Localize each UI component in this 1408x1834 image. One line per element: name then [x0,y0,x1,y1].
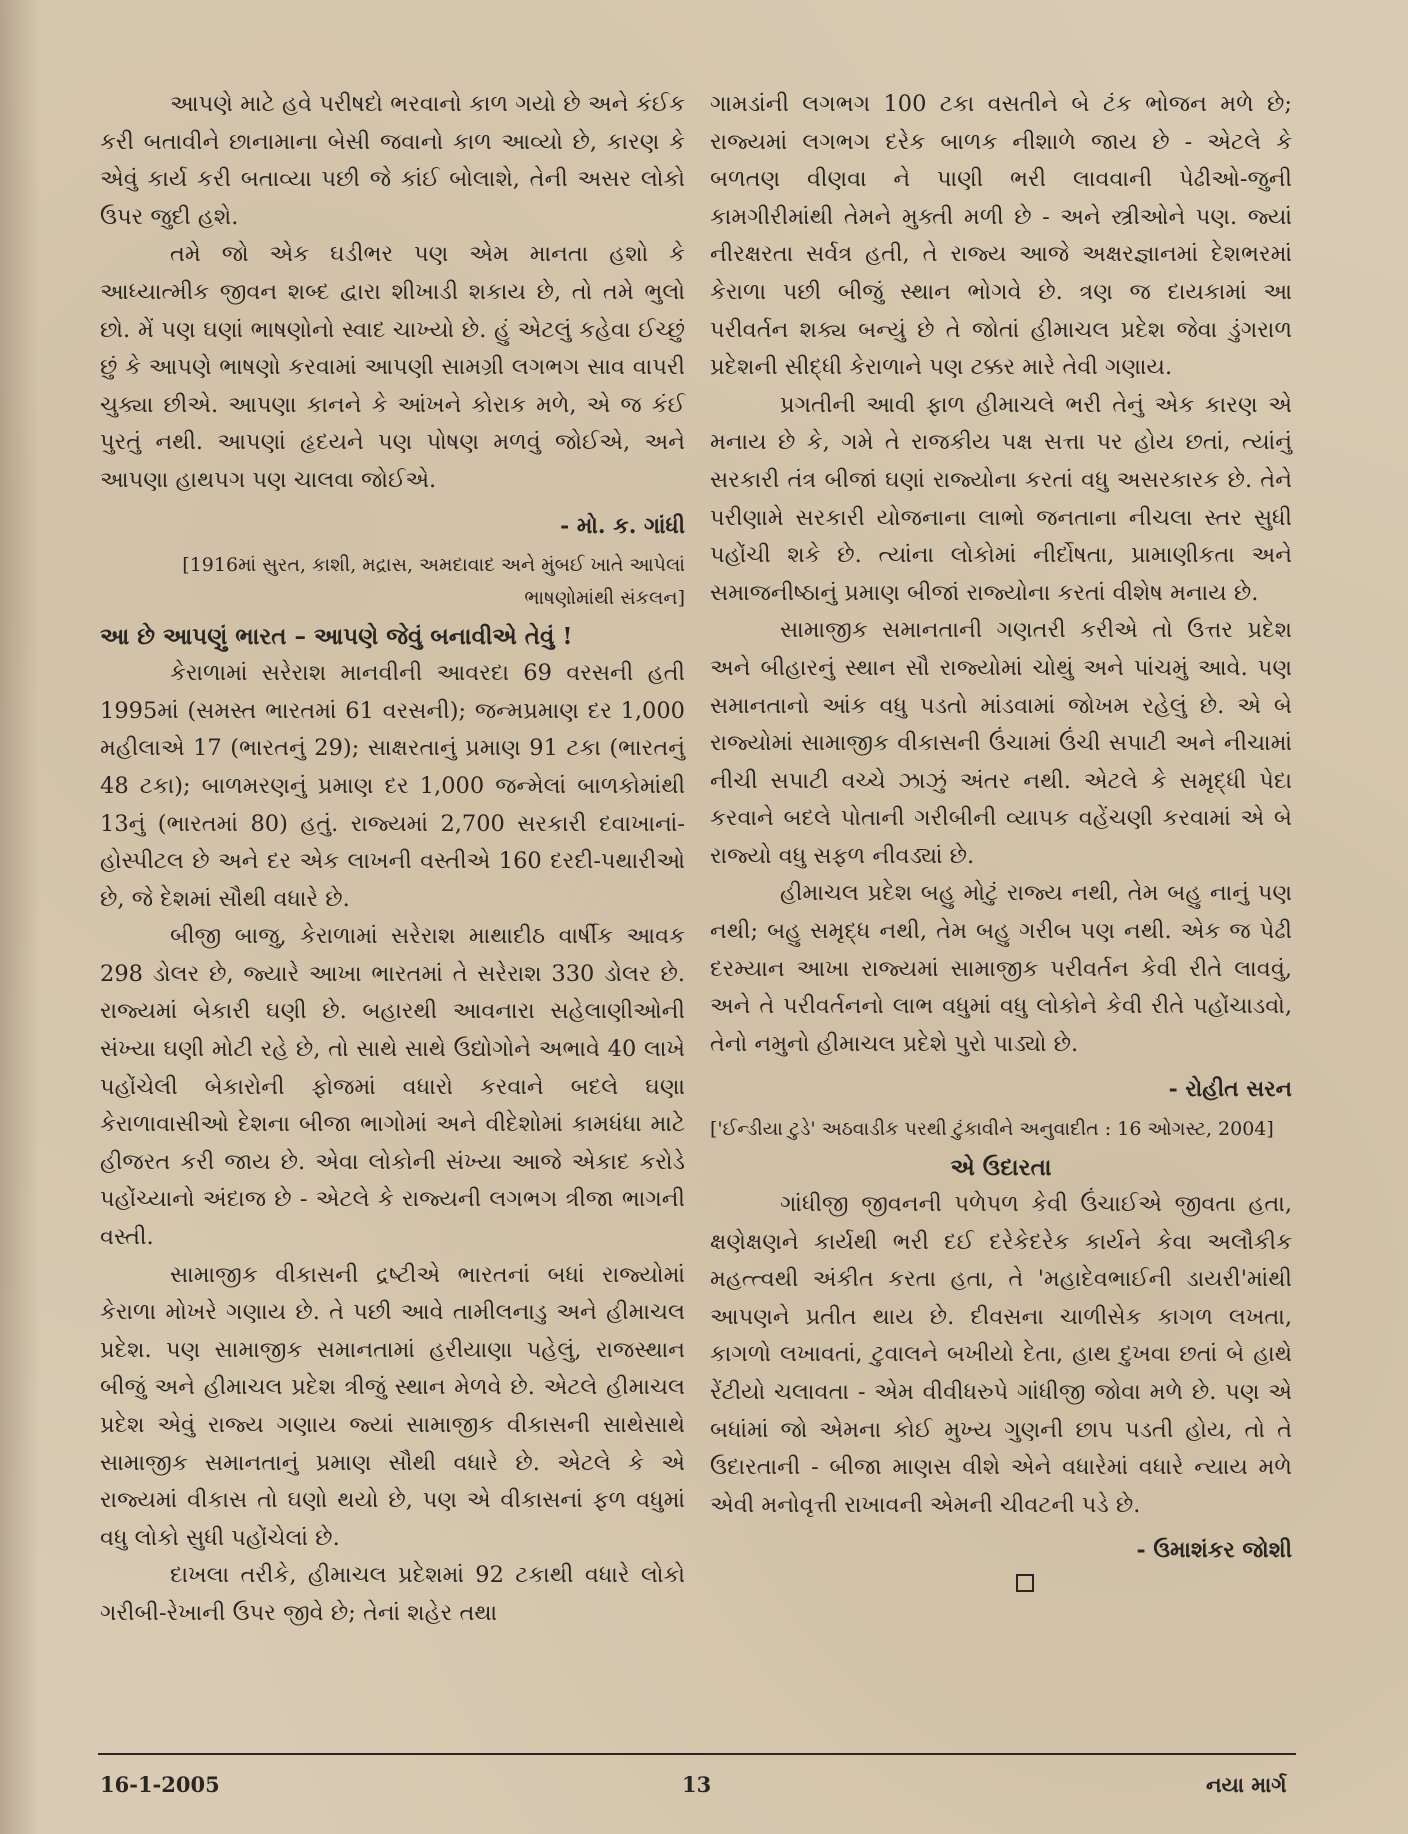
end-of-article-box-icon [1016,1574,1034,1592]
himachal-paragraph-2: દાખલા તરીકે, હીમાચલ પ્રદેશમાં 92 ટકાથી વધારે લોકો ગરીબી-રેખાની ઉપર જીવે છે; તેનાં શહેર તથા [100,1562,685,1626]
kerala-paragraph-1: કેરાળામાં સરેરાશ માનવીની આવરદા 69 વરસની હતી 1995માં (સમસ્ત ભારતમાં 61 વરસની); જન્મપ્રમાણ દર 1,000 મહીલાએ 17 (ભારતનું 29); સાક્ષરતાનું પ્રમાણ 91 ટકા (ભારતનું 48 ટકા); બાળમરણનું પ્રમાણ દર 1,000 જન્મેલાં બાળકોમાંથી 13નું (ભારતમાં 80) હતું. રાજ્યમાં 2,700 સરકારી દવાખાનાં-હોસ્પીટલ છે અને દર એક લાખની વસ્તીએ 160 દરદી-પથારીઓ છે, જે દેશમાં સૌથી વધારે છે. [100,660,685,912]
footer-page-number: 13 [682,1772,712,1797]
footer-date: 16-1-2005 [100,1772,220,1797]
gandhi-paragraph-1: આપણે માટે હવે પરીષદો ભરવાનો કાળ ગયો છે અને કંઈક કરી બતાવીને છાનામાના બેસી જવાનો કાળ આવ્યો છે, કારણ કે એવું કાર્ય કરી બતાવ્યા પછી જે કાંઈ બોલાશે, તેની અસર લોકો ઉપર જુદી હશે. [100,91,685,230]
himachal-paragraph-continued: ગામડાંની લગભગ 100 ટકા વસતીને બે ટંક ભોજન મળે છે; રાજ્યમાં લગભગ દરેક બાળક નીશાળે જાય છે - એટલે કે બળતણ વીણવા ને પાણી ભરી લાવવાની પેઢીઓ-જુની કામગીરીમાંથી તેમને મુક્તી મળી છે - અને સ્ત્રીઓને પણ. જ્યાં નીરક્ષરતા સર્વત્ર હતી, તે રાજ્ય આજે અક્ષરજ્ઞાનમાં દેશભરમાં કેરાળા પછી બીજું સ્થાન ભોગવે છે. ત્રણ જ દાયકામાં આ પરીવર્તન શક્ય બન્યું છે તે જોતાં હીમાચલ પ્રદેશ જેવા ડુંગરાળ પ્રદેશની સીદ્ધી કેરાળાને પણ ટક્કર મારે તેવી ગણાય. [710,91,1292,381]
right-column [710,86,1292,1592]
rohit-saran-signature: - રોહીત સરન [1168,1076,1292,1103]
footer-magazine-name: નયા માર્ગ [1206,1772,1287,1797]
umashankar-joshi-signature: - ઉમાશંકર જોશી [1136,1537,1292,1564]
social-equality-paragraph: સામાજીક સમાનતાની ગણતરી કરીએ તો ઉત્તર પ્રદેશ અને બીહારનું સ્થાન સૌ રાજ્યોમાં ચોથું અને પાંચમું આવે. પણ સમાનતાનો આંક વધુ પડતો માંડવામાં જોખમ રહેલું છે. એ બે રાજ્યોમાં સામાજીક વીકાસની ઉંચામાં ઉંચી સપાટી અને નીચામાં નીચી સપાટી વચ્ચે ઝાઝું અંતર નથી. એટલે કે સમૃદ્ધી પેદા કરવાને બદલે પોતાની ગરીબીની વ્યાપક વહેંચણી કરવામાં એ બે રાજ્યો વધુ સફળ નીવડ્યાં છે. [710,617,1292,869]
left-column [100,86,685,1633]
article-heading-our-india: આ છે આપણું ભારત – આપણે જેવું બનાવીએ તેવું ! [100,623,573,651]
kerala-paragraph-2: બીજી બાજુ, કેરાળામાં સરેરાશ માથાદીઠ વાર્ષીક આવક 298 ડોલર છે, જ્યારે આખા ભારતમાં તે સરેરાશ 330 ડોલર છે. રાજ્યમાં બેકારી ઘણી છે. બહારથી આવનારા સહેલાણીઓની સંખ્યા ઘણી મોટી રહે છે, તો સાથે સાથે ઉદ્યોગોને અભાવે 40 લાખે પહોંચેલી બેકારોની ફોજમાં વધારો કરવાને બદલે ઘણા કેરાળાવાસીઓ દેશના બીજા ભાગોમાં અને વીદેશોમાં કામધંધા માટે હીજરત કરી જાય છે. એવા લોકોની સંખ્યા આજે એકાદ કરોડે પહોંચ્યાનો અંદાજ છે - એટલે કે રાજ્યની લગભગ ત્રીજા ભાગની વસ્તી. [100,923,685,1251]
gandhi-signature: - મો. ક. ગાંધી [560,512,685,539]
gandhi-paragraph-2: તમે જો એક ઘડીભર પણ એમ માનતા હશો કે આધ્યાત્મીક જીવન શબ્દ દ્વારા શીખાડી શકાય છે, તો તમે ભુલો છો. મેં પણ ઘણાં ભાષણોનો સ્વાદ ચાખ્યો છે. હું એટલું કહેવા ઈચ્છું છું કે આપણે ભાષણો કરવામાં આપણી સામગ્રી લગભગ સાવ વાપરી ચુક્યા છીએ. આપણા કાનને કે આંખને કોરાક મળે, એ જ કંઈ પુરતું નથી. આપણાં હૃદયને પણ પોષણ મળવું જોઈએ, અને આપણા હાથપગ પણ ચાલવા જોઈએ. [100,241,685,493]
himachal-model-paragraph: હીમાચલ પ્રદેશ બહુ મોટું રાજ્ય નથી, તેમ બહુ નાનું પણ નથી; બહુ સમૃદ્ધ નથી, તેમ બહુ ગરીબ પણ નથી. એક જ પેઢી દરમ્યાન આખા રાજ્યમાં સામાજીક પરીવર્તન કેવી રીતે લાવવું, અને તે પરીવર્તનનો લાભ વધુમાં વધુ લોકોને કેવી રીતે પહોંચાડવો, તેનો નમુનો હીમાચલ પ્રદેશે પુરો પાડ્યો છે. [710,880,1292,1057]
binding-shadow [0,0,40,1834]
article-heading-generosity: એ ઉદારતા [950,1154,1052,1182]
himachal-paragraph-1: સામાજીક વીકાસની દ્રષ્ટીએ ભારતનાં બધાં રાજ્યોમાં કેરાળા મોખરે ગણાય છે. તે પછી આવે તામીલનાડુ અને હીમાચલ પ્રદેશ. પણ સામાજીક સમાનતામાં હરીયાણા પહેલું, રાજસ્થાન બીજું અને હીમાચલ પ્રદેશ ત્રીજું સ્થાન મેળવે છે. એટલે હીમાચલ પ્રદેશ એવું રાજ્ય ગણાય જ્યાં સામાજીક વીકાસની સાથેસાથે સામાજીક સમાનતાનું પ્રમાણ સૌથી વધારે છે. એટલે કે એ રાજ્યમાં વીકાસ તો ઘણો થયો છે, પણ એ વીકાસનાં ફળ વધુમાં વધુ લોકો સુધી પહોંચેલાં છે. [100,1261,685,1551]
generosity-paragraph: ગાંધીજી જીવનની પળેપળ કેવી ઉંચાઈએ જીવતા હતા, ક્ષણેક્ષણને કાર્યથી ભરી દઈ દરેકેદરેક કાર્યને કેવા અલૌકીક મહત્ત્વથી અંકીત કરતા હતા, તે 'મહાદેવભાઈની ડાયરી'માંથી આપણને પ્રતીત થાય છે. દીવસના ચાળીસેક કાગળ લખતા, કાગળો લખાવતાં, ટુવાલને બખીયો દેતા, હાથ દુખવા છતાં બે હાથે રેંટીયો ચલાવતા - એમ વીવીધરુપે ગાંધીજી જોવા મળે છે. પણ એ બધાંમાં જો એમના કોઈ મુખ્ય ગુણની છાપ પડતી હોય, તો તે ઉદારતાની - બીજા માણસ વીશે એને વધારેમાં વધારે ન્યાય મળે એવી મનોવૃત્તી રાખાવની એમની ચીવટની પડે છે. [710,1191,1292,1518]
gandhi-source-note: [1916માં સુરત, કાશી, મદ્રાસ, અમદાવાદ અને મુંબઈ ખાતે આપેલાં ભાષણોમાંથી સંકલન] [182,554,685,610]
footer-divider [98,1753,1296,1755]
himachal-progress-paragraph: પ્રગતીની આવી ફાળ હીમાચલે ભરી તેનું એક કારણ એ મનાય છે કે, ગમે તે રાજકીય પક્ષ સત્તા પર હોય છતાં, ત્યાંનું સરકારી તંત્ર બીજાં ઘણાં રાજ્યોના કરતાં વધુ અસરકારક છે. તેને પરીણામે સરકારી યોજનાના લાભો જનતાના નીચલા સ્તર સુધી પહોંચી શકે છે. ત્યાંના લોકોમાં નીર્દોષતા, પ્રામાણીકતા અને સમાજનીષ્ઠાનું પ્રમાણ બીજાં રાજ્યોના કરતાં વીશેષ મનાય છે. [710,391,1292,606]
india-today-source-note: ['ઈન્ડીયા ટુડે' અઠવાડીક પરથી ટુંકાવીને અનુવાદીત : 16 ઓગસ્ટ, 2004] [710,1118,1274,1141]
